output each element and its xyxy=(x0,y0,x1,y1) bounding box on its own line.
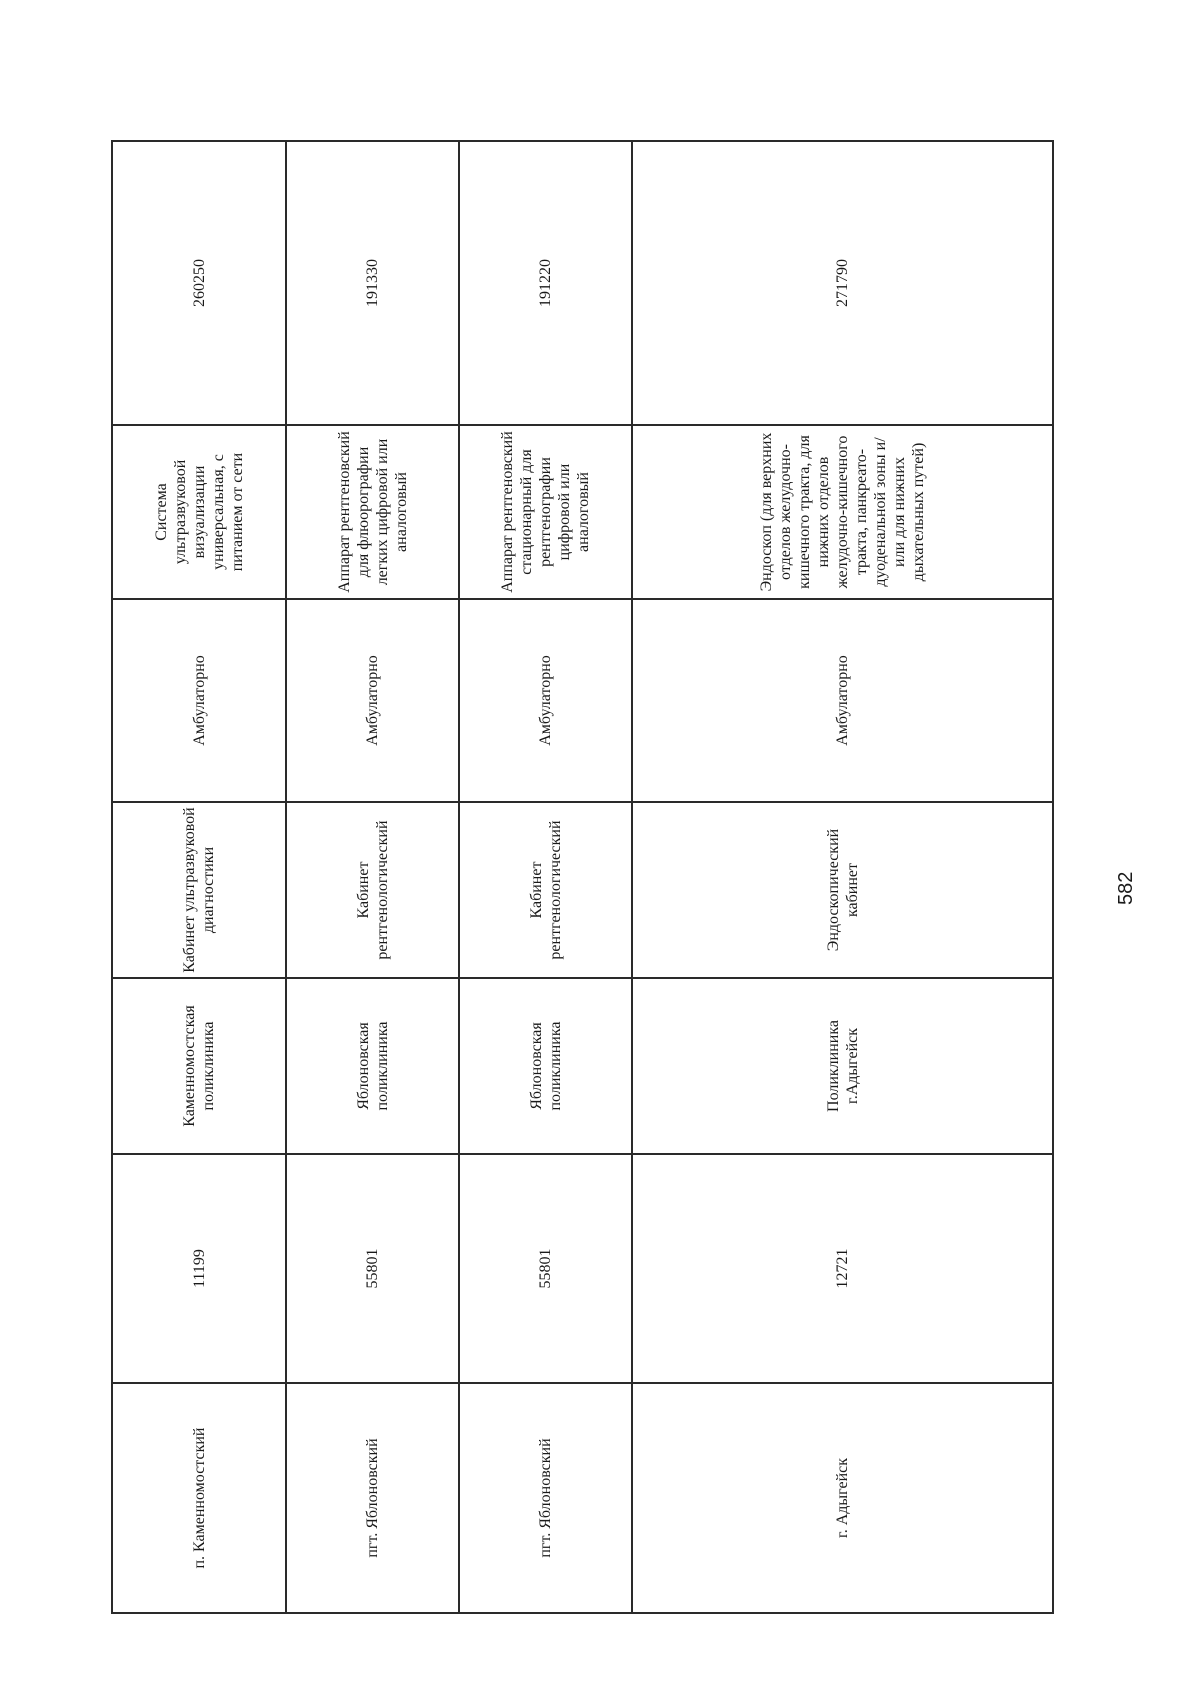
code-cell: 191220 xyxy=(459,141,632,425)
population-cell: 55801 xyxy=(286,1154,459,1383)
population-cell: 12721 xyxy=(632,1154,1053,1383)
unit-cell: Кабинет ультразвуковой диагностики xyxy=(112,802,286,978)
organization-cell: Каменномостская поликлиника xyxy=(112,978,286,1154)
equipment-table xyxy=(111,140,1054,1614)
table-row xyxy=(459,141,632,1613)
population-cell: 55801 xyxy=(459,1154,632,1383)
equipment-table-rotated xyxy=(111,142,1052,1614)
care-form-cell: Амбулаторно xyxy=(286,599,459,802)
page-number: 582 xyxy=(1115,871,1137,905)
unit-cell: Кабинет рентгенологический xyxy=(286,802,459,978)
care-form-cell: Амбулаторно xyxy=(112,599,286,802)
population-cell: 11199 xyxy=(112,1154,286,1383)
table-row xyxy=(286,141,459,1613)
code-cell: 260250 xyxy=(112,141,286,425)
equipment-cell: Система ультразвуковой визуализации универсальная, с питанием от сети xyxy=(112,425,286,599)
locality-cell: пгт. Яблоновский xyxy=(286,1383,459,1613)
equipment-cell: Аппарат рентгеновский для флюорографии легких цифровой или аналоговый xyxy=(286,425,459,599)
table-row xyxy=(632,141,1053,1613)
organization-cell: Поликлиника г.Адыгейск xyxy=(632,978,1053,1154)
locality-cell: г. Адыгейск xyxy=(632,1383,1053,1613)
table-row xyxy=(112,141,286,1613)
unit-cell: Эндоскопический кабинет xyxy=(632,802,1053,978)
locality-cell: пгт. Яблоновский xyxy=(459,1383,632,1613)
organization-cell: Яблоновская поликлиника xyxy=(286,978,459,1154)
care-form-cell: Амбулаторно xyxy=(632,599,1053,802)
unit-cell: Кабинет рентгенологический xyxy=(459,802,632,978)
locality-cell: п. Каменномостский xyxy=(112,1383,286,1613)
equipment-cell: Аппарат рентгеновский стационарный для рентгенографии цифровой или аналоговый xyxy=(459,425,632,599)
care-form-cell: Амбулаторно xyxy=(459,599,632,802)
equipment-cell: Эндоскоп (для верхних отделов желудочно-кишечного тракта, для нижних отделов желудочно-кишечного тракта, панкреато-дуоденальной зоны и/или для нижних дыхательных путей) xyxy=(632,425,1053,599)
code-cell: 271790 xyxy=(632,141,1053,425)
code-cell: 191330 xyxy=(286,141,459,425)
organization-cell: Яблоновская поликлиника xyxy=(459,978,632,1154)
